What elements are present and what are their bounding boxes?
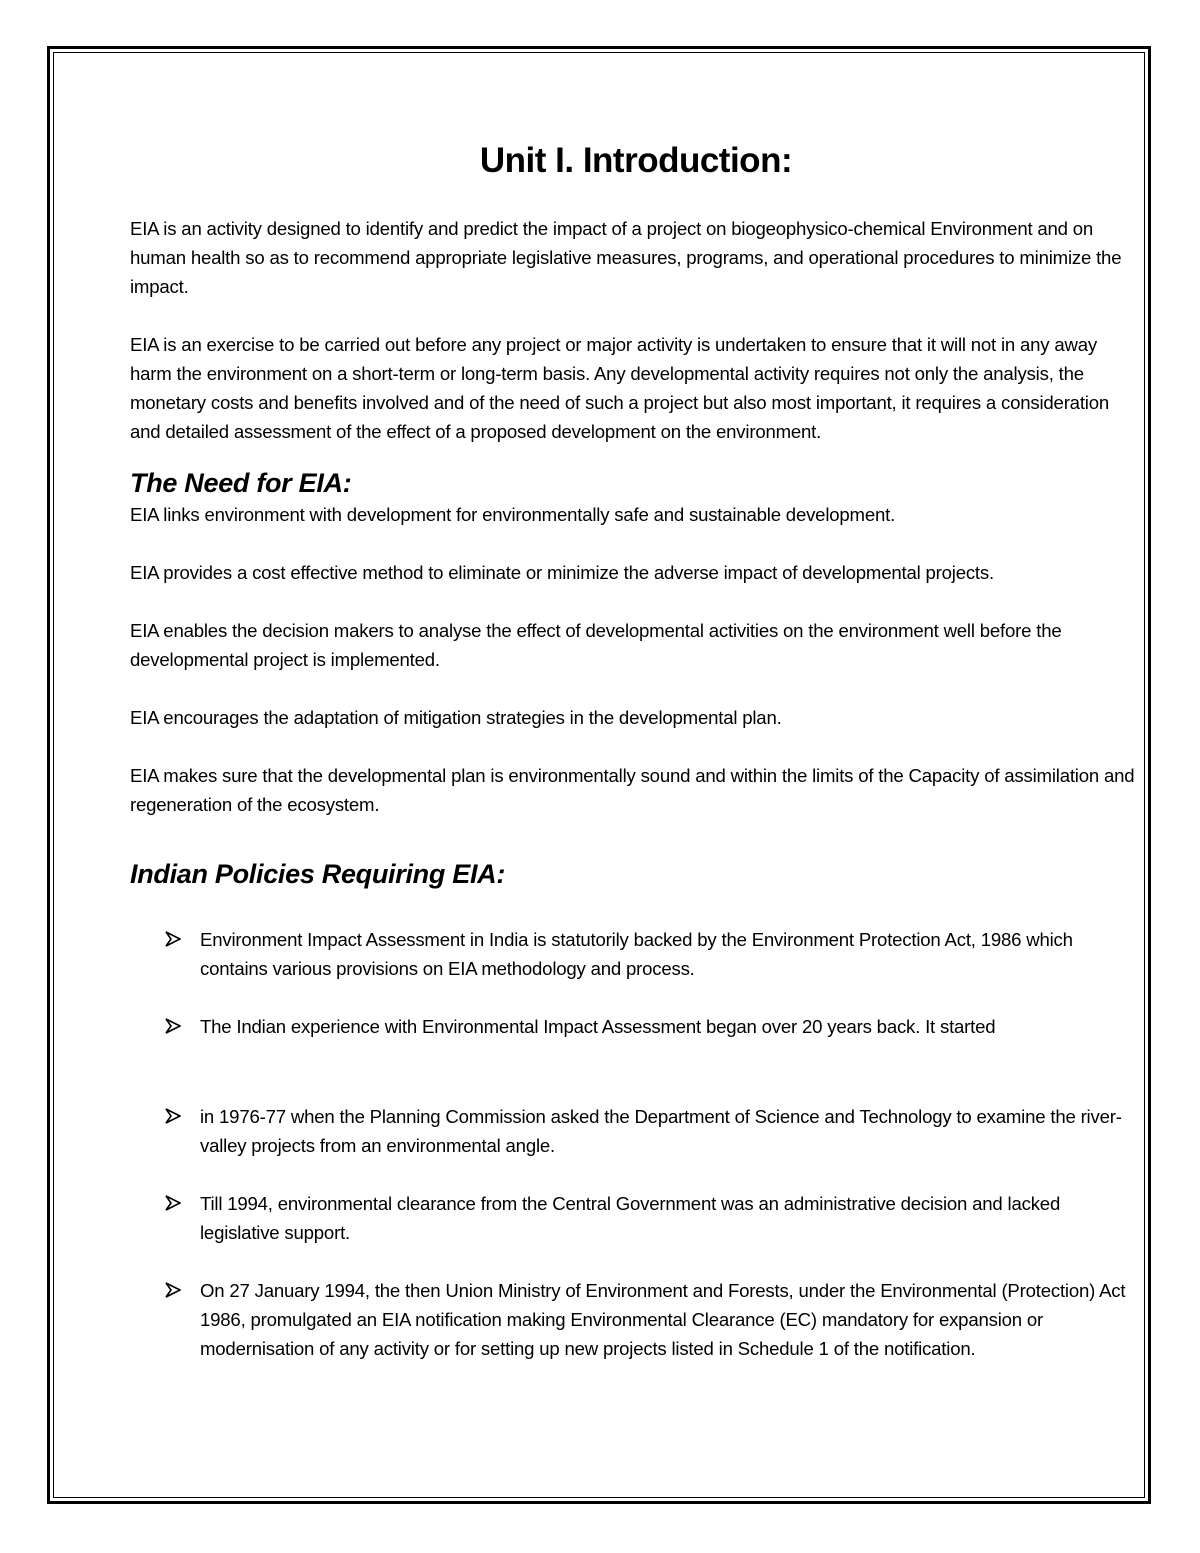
policy-item xyxy=(130,925,1142,983)
policy-item-text: Environment Impact Assessment in India is statutorily backed by the Environment Protection Act, 1986 which contains various provisions on EIA methodology and process. xyxy=(200,929,1073,979)
need-item: EIA enables the decision makers to analyse the effect of developmental activities on the environment well before the developmental project is implemented. xyxy=(130,620,1062,670)
intro-paragraph-2: EIA is an exercise to be carried out before any project or major activity is undertaken to ensure that it will not in any away harm the environment on a short-term or long-term basis. Any developmental activity requires not only the analysis, the monetary costs and benefits involved and of the need of such a project but also most important, it requires a consideration and detailed assessment of the effect of a proposed development on the environment. xyxy=(130,334,1109,442)
arrowhead-bullet-icon xyxy=(165,1018,181,1034)
document-content xyxy=(130,140,1142,1363)
arrowhead-bullet-icon xyxy=(165,1282,181,1298)
page-title: Unit I. Introduction: xyxy=(479,141,793,180)
arrowhead-bullet-icon xyxy=(165,931,181,947)
policy-item-text: The Indian experience with Environmental Impact Assessment began over 20 years back. It started xyxy=(200,1016,996,1037)
policies-list xyxy=(130,925,1142,1363)
need-heading: The Need for EIA: xyxy=(130,468,352,498)
policy-item-text: in 1976-77 when the Planning Commission asked the Department of Science and Technology to examine the river-valley projects from an environmental angle. xyxy=(200,1106,1122,1156)
policy-item-text: On 27 January 1994, the then Union Ministry of Environment and Forests, under the Environmental (Protection) Act 1986, promulgated an EIA notification making Environmental Clearance (EC) mandatory for expansion or modernisation of any activity or for setting up new projects listed in Schedule 1 of the notification. xyxy=(200,1280,1126,1359)
policy-item xyxy=(130,1276,1142,1363)
policy-item xyxy=(130,1102,1142,1160)
policy-item-text: Till 1994, environmental clearance from the Central Government was an administrative decision and lacked legislative support. xyxy=(200,1193,1061,1243)
intro-paragraph-1: EIA is an activity designed to identify and predict the impact of a project on biogeophysico-chemical Environment and on human health so as to recommend appropriate legislative measures, programs, and operational procedures to minimize the impact. xyxy=(130,218,1122,297)
need-item: EIA links environment with development for environmentally safe and sustainable development. xyxy=(130,504,896,525)
policy-item xyxy=(130,1189,1142,1247)
need-item: EIA encourages the adaptation of mitigation strategies in the developmental plan. xyxy=(130,707,782,728)
need-item: EIA makes sure that the developmental plan is environmentally sound and within the limits of the Capacity of assimilation and regeneration of the ecosystem. xyxy=(130,765,1135,815)
need-item: EIA provides a cost effective method to eliminate or minimize the adverse impact of developmental projects. xyxy=(130,562,994,583)
arrowhead-bullet-icon xyxy=(165,1195,181,1211)
arrowhead-bullet-icon xyxy=(165,1108,181,1124)
policy-item xyxy=(130,1012,1142,1041)
need-list xyxy=(130,500,1142,819)
policies-heading: Indian Policies Requiring EIA: xyxy=(130,859,506,889)
